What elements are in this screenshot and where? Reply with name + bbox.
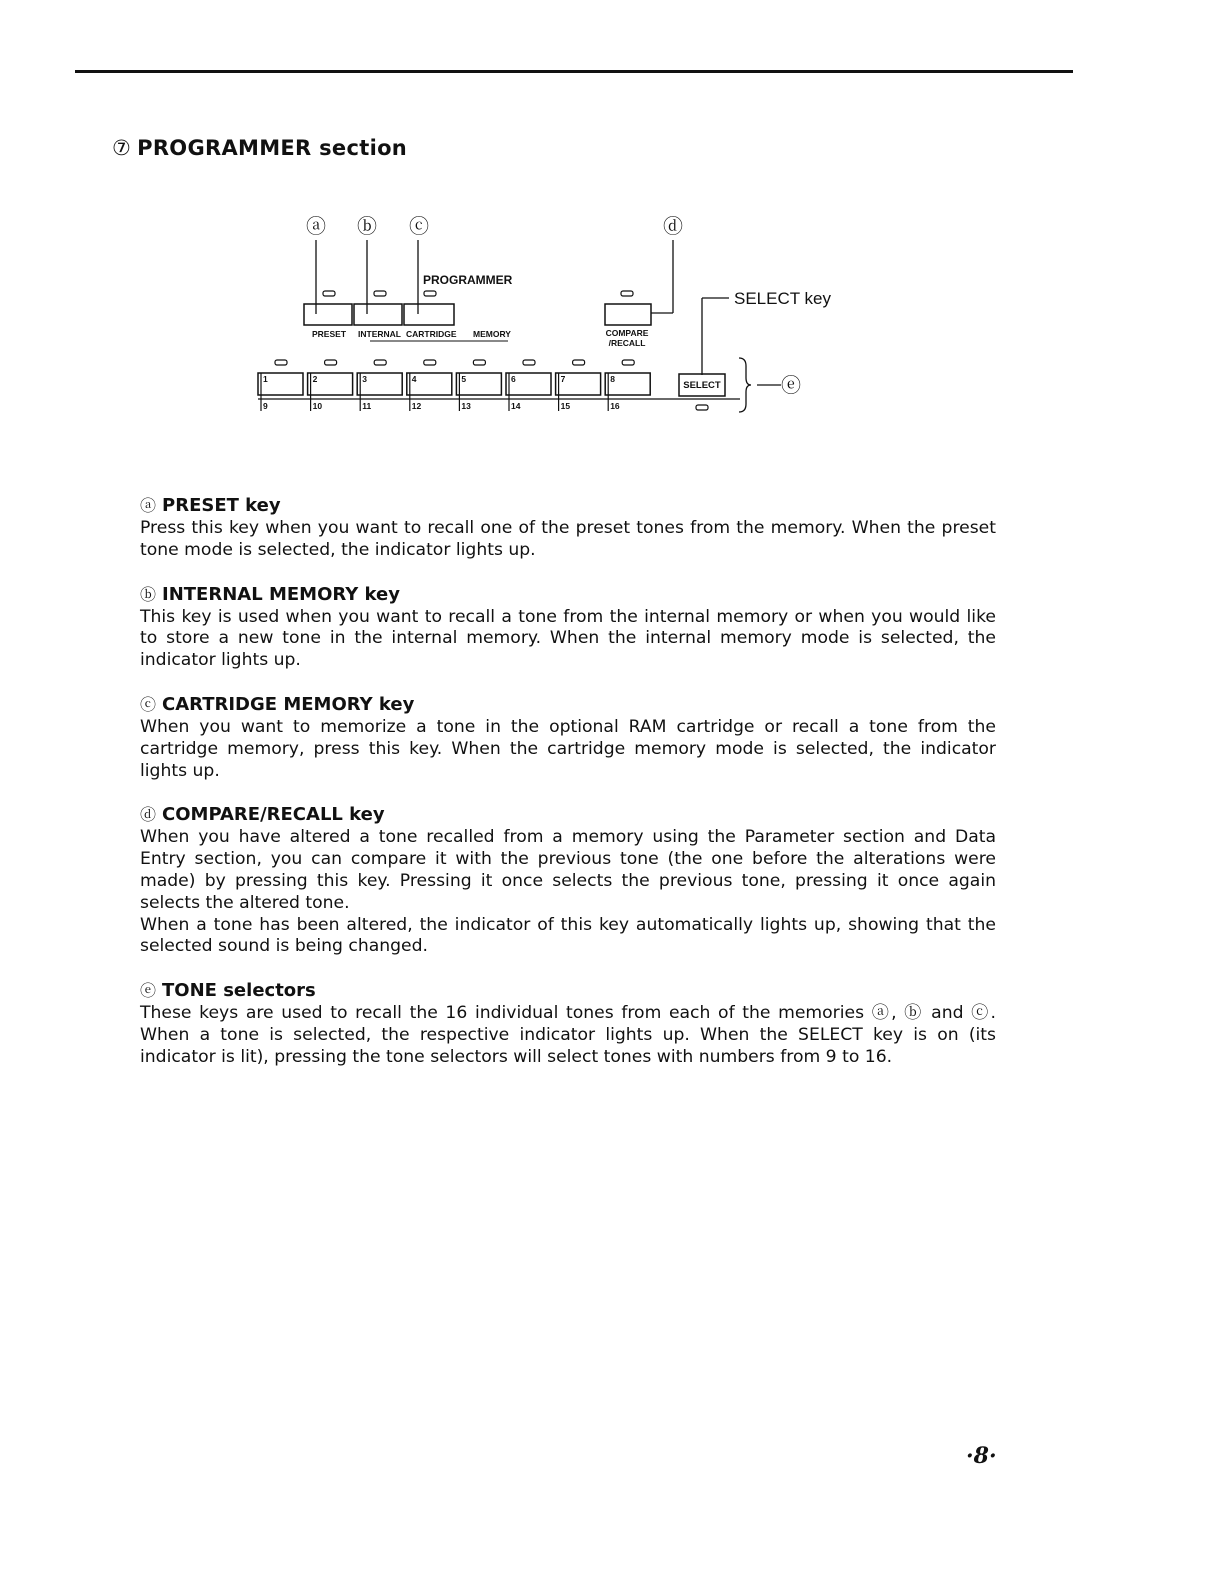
section-title (112, 136, 407, 160)
tone-key-alt-number: 11 (362, 401, 372, 411)
tone-key-number: 8 (610, 374, 615, 384)
tone-selector-keys (258, 360, 655, 411)
tone-key-alt-number: 14 (511, 401, 521, 411)
item-paragraph: When you want to memorize a tone in the optional RAM cartridge or recall a tone from the cartridge memory, press this key. When the cartridge memory mode is selected, the indicator lights up. (140, 716, 996, 781)
tone-key-number: 1 (263, 374, 268, 384)
item-heading (140, 979, 996, 1003)
item-paragraph: This key is used when you want to recall a tone from the internal memory or when you would like to store a new tone in the internal memory. When the internal memory mode is selected, the indicator lights up. (140, 606, 996, 671)
item-marker: ⓒ (140, 694, 157, 714)
item-title: PRESET key (162, 495, 281, 516)
item-title: CARTRIDGE MEMORY key (162, 693, 415, 715)
callout-b: ⓑ (357, 216, 377, 238)
item-marker: ⓐ (140, 496, 157, 515)
item-paragraph: Press this key when you want to recall one of the preset tones from the memory. When the preset tone mode is selected, the indicator lights up. (140, 518, 996, 560)
tone-key-number: 4 (411, 374, 417, 384)
compare-label: COMPARE (605, 328, 649, 338)
tone-key-number: 7 (560, 374, 566, 384)
item-internal-memory-key (140, 583, 996, 672)
item-title: INTERNAL MEMORY key (162, 583, 400, 605)
item-paragraph: When a tone has been altered, the indicator of this key automatically lights up, showing that the selected sound is being changed. (140, 914, 996, 957)
item-preset-key (140, 494, 996, 562)
cartridge-label: CARTRIDGE (406, 329, 457, 339)
item-heading (140, 494, 996, 518)
page-number: ·8· (966, 1443, 997, 1469)
tone-indicator (523, 360, 535, 365)
item-marker: ⓑ (140, 584, 157, 604)
tone-indicator (424, 360, 436, 365)
cartridge-memory-key[interactable] (404, 304, 454, 325)
section-number: ⑦ (112, 136, 132, 160)
internal-memory-key[interactable] (354, 304, 402, 325)
tone-key-alt-number: 10 (312, 401, 323, 411)
tone-indicator (325, 360, 337, 365)
internal-indicator (374, 291, 386, 296)
tone-indicator (275, 360, 287, 365)
callout-e: ⓔ (781, 375, 801, 397)
item-title: COMPARE/RECALL key (162, 804, 385, 826)
preset-indicator (323, 291, 335, 296)
tone-indicator (473, 360, 485, 365)
tone-key-alt-number: 15 (560, 401, 571, 411)
callout-c: ⓒ (409, 216, 429, 238)
tone-indicator (622, 360, 634, 365)
tone-key-number: 3 (362, 374, 367, 384)
callout-d: ⓓ (663, 216, 683, 238)
key-descriptions (140, 494, 996, 1090)
recall-label: /RECALL (608, 338, 646, 348)
internal-label: INTERNAL (358, 329, 401, 339)
tone-key-alt-number: 9 (263, 401, 268, 411)
section-title-text: PROGRAMMER section (137, 136, 408, 160)
tone-key-number: 2 (312, 374, 318, 384)
tone-key-alt-number: 13 (461, 401, 471, 411)
item-heading (140, 803, 996, 827)
cartridge-indicator (424, 291, 436, 296)
item-heading (140, 583, 996, 607)
select-key-label: SELECT (683, 380, 721, 391)
programmer-panel-label: PROGRAMMER (423, 273, 513, 287)
tone-key-number: 6 (511, 374, 516, 384)
memory-label: MEMORY (473, 329, 511, 339)
tone-indicator (374, 360, 386, 365)
tone-indicator (573, 360, 585, 365)
preset-key[interactable] (304, 304, 352, 325)
callout-a: ⓐ (306, 216, 326, 238)
item-marker: ⓓ (140, 805, 157, 825)
preset-label: PRESET (312, 329, 347, 339)
item-compare-recall-key (140, 803, 996, 958)
tone-key-number: 5 (461, 374, 467, 384)
item-heading (140, 693, 996, 717)
programmer-panel-diagram (250, 210, 832, 425)
compare-recall-key[interactable] (605, 304, 651, 325)
select-indicator (696, 405, 708, 410)
item-marker: ⓔ (140, 981, 157, 1001)
select-key-callout: SELECT key (734, 289, 832, 308)
item-cartridge-memory-key (140, 693, 996, 782)
compare-indicator (621, 291, 633, 296)
tone-brace (739, 358, 751, 412)
tone-key-alt-number: 16 (610, 401, 620, 411)
item-paragraph: When you have altered a tone recalled from a memory using the Parameter section and Data Entry section, you can compare it with the previous tone (the one before the alterations were made) by pressing this key. Pressing it once selects the previous tone, pressing it once again selects the altered tone. (140, 827, 996, 913)
tone-key-alt-number: 12 (411, 401, 422, 411)
item-tone-selectors (140, 979, 996, 1068)
top-rule (75, 70, 1073, 73)
item-paragraph: These keys are used to recall the 16 individual tones from each of the memories ⓐ, ⓑ and ⓒ. When a tone is selected, the respective indicator lights up. When the SELECT key is on (its indicator is lit), pressing the tone selectors will select tones with numbers from 9 to 16. (140, 1003, 996, 1067)
item-title: TONE selectors (162, 980, 316, 1002)
